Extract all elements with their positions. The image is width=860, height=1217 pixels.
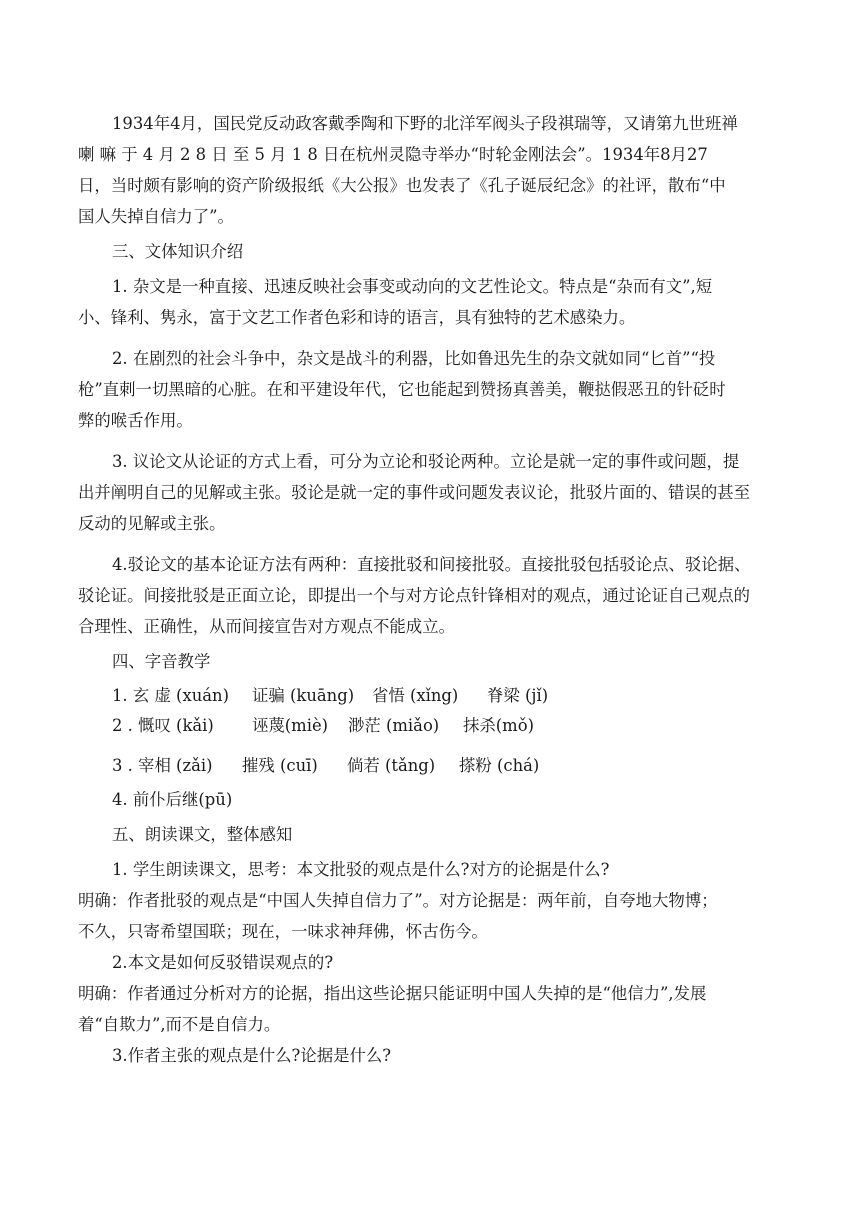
question-3: 3.作者主张的观点是什么?论据是什么? <box>112 1046 392 1065</box>
text-line: 喇 嘛 于 4 月 2 8 日 至 5 月 1 8 日在杭州灵隐寺举办“时轮金刚法会”。1934年8月27 <box>78 145 708 164</box>
pinyin-term: 省悟 (xǐng) <box>372 686 459 705</box>
answer-2 <box>78 978 800 1040</box>
pinyin-term: 渺茫 (miǎo) <box>348 716 440 735</box>
text-line: 国人失掉自信力了”。 <box>78 207 234 226</box>
pinyin-term: 2 . 慨叹 (kǎi) <box>112 716 214 735</box>
pinyin-term: 诬蔑(miè) <box>252 716 329 735</box>
genre-point-1 <box>78 271 800 333</box>
answer-1 <box>78 885 800 947</box>
pinyin-term: 3 . 宰相 (zǎi) <box>112 756 213 775</box>
genre-point-2 <box>78 343 800 436</box>
pinyin-term: 倘若 (tǎng) <box>347 756 436 775</box>
genre-point-4 <box>78 549 800 642</box>
text-line: 明确：作者通过分析对方的论据，指出这些论据只能证明中国人失掉的是“他信力”,发展 <box>78 984 707 1003</box>
pinyin-row-4 <box>78 785 800 815</box>
text-line: 驳论证。间接批驳是正面立论，即提出一个与对方论点针锋相对的观点，通过论证自己观点的 <box>78 586 751 605</box>
pinyin-term: 抹杀(mǒ) <box>463 716 534 735</box>
text-line: 1. 杂文是一种直接、迅速反映社会事变或动向的文艺性论文。特点是“杂而有文”,短 <box>112 277 713 296</box>
pinyin-term: 摧残 (cuī) <box>242 756 318 775</box>
pinyin-term: 搽粉 (chá) <box>459 756 540 775</box>
section-heading-5: 五、朗读课文，整体感知 <box>112 825 293 844</box>
question-1: 1. 学生朗读课文，思考：本文批驳的观点是什么?对方的论据是什么? <box>112 860 610 879</box>
text-line: 3. 议论文从论证的方式上看，可分为立论和驳论两种。立论是就一定的事件或问题，提 <box>112 452 740 471</box>
genre-point-3 <box>78 446 800 539</box>
text-line: 1934年4月，国民党反动政客戴季陶和下野的北洋军阀头子段祺瑞等，又请第九世班禅 <box>112 114 738 133</box>
document-page <box>78 108 800 1071</box>
text-line: 枪”直刺一切黑暗的心脏。在和平建设年代，它也能起到赞扬真善美，鞭挞假恶丑的针砭时 <box>78 380 726 399</box>
pinyin-row-2 <box>78 711 800 741</box>
text-line: 出并阐明自己的见解或主张。驳论是就一定的事件或问题发表议论，批驳片面的、错误的甚至 <box>78 483 751 502</box>
text-line: 反动的见解或主张。 <box>78 514 226 533</box>
text-line: 2. 在剧烈的社会斗争中，杂文是战斗的利器，比如鲁迅先生的杂文就如同“匕首”“投 <box>112 349 716 368</box>
question-2: 2.本文是如何反驳错误观点的? <box>112 953 334 972</box>
pinyin-row-1 <box>78 681 800 711</box>
pinyin-term: 1. 玄 虚 (xuán) <box>112 686 229 705</box>
text-line: 合理性、正确性，从而间接宣告对方观点不能成立。 <box>78 617 455 636</box>
pinyin-term: 脊梁 (jǐ) <box>487 686 549 705</box>
text-line: 着“自欺力”,而不是自信力。 <box>78 1015 281 1034</box>
pinyin-row-3 <box>78 751 800 781</box>
intro-paragraph <box>78 108 800 232</box>
text-line: 日，当时颇有影响的资产阶级报纸《大公报》也发表了《孔子诞辰纪念》的社评，散布“中 <box>78 176 726 195</box>
text-line: 小、锋利、隽永，富于文艺工作者色彩和诗的语言，具有独特的艺术感染力。 <box>78 308 636 327</box>
text-line: 4.驳论文的基本论证方法有两种：直接批驳和间接批驳。直接批驳包括驳论点、驳论据、 <box>112 555 751 574</box>
section-heading-3: 三、文体知识介绍 <box>112 242 244 261</box>
text-line: 弊的喉舌作用。 <box>78 411 193 430</box>
text-line: 不久，只寄希望国联；现在，一味求神拜佛，怀古伤今。 <box>78 922 488 941</box>
pinyin-term: 证骗 (kuāng) <box>252 686 355 705</box>
text-line: 明确：作者批驳的观点是“中国人失掉自信力了”。对方论据是：两年前，自夸地大物博； <box>78 891 718 910</box>
section-heading-4: 四、字音教学 <box>112 652 211 671</box>
pinyin-term: 4. 前仆后继(pū) <box>112 790 233 809</box>
